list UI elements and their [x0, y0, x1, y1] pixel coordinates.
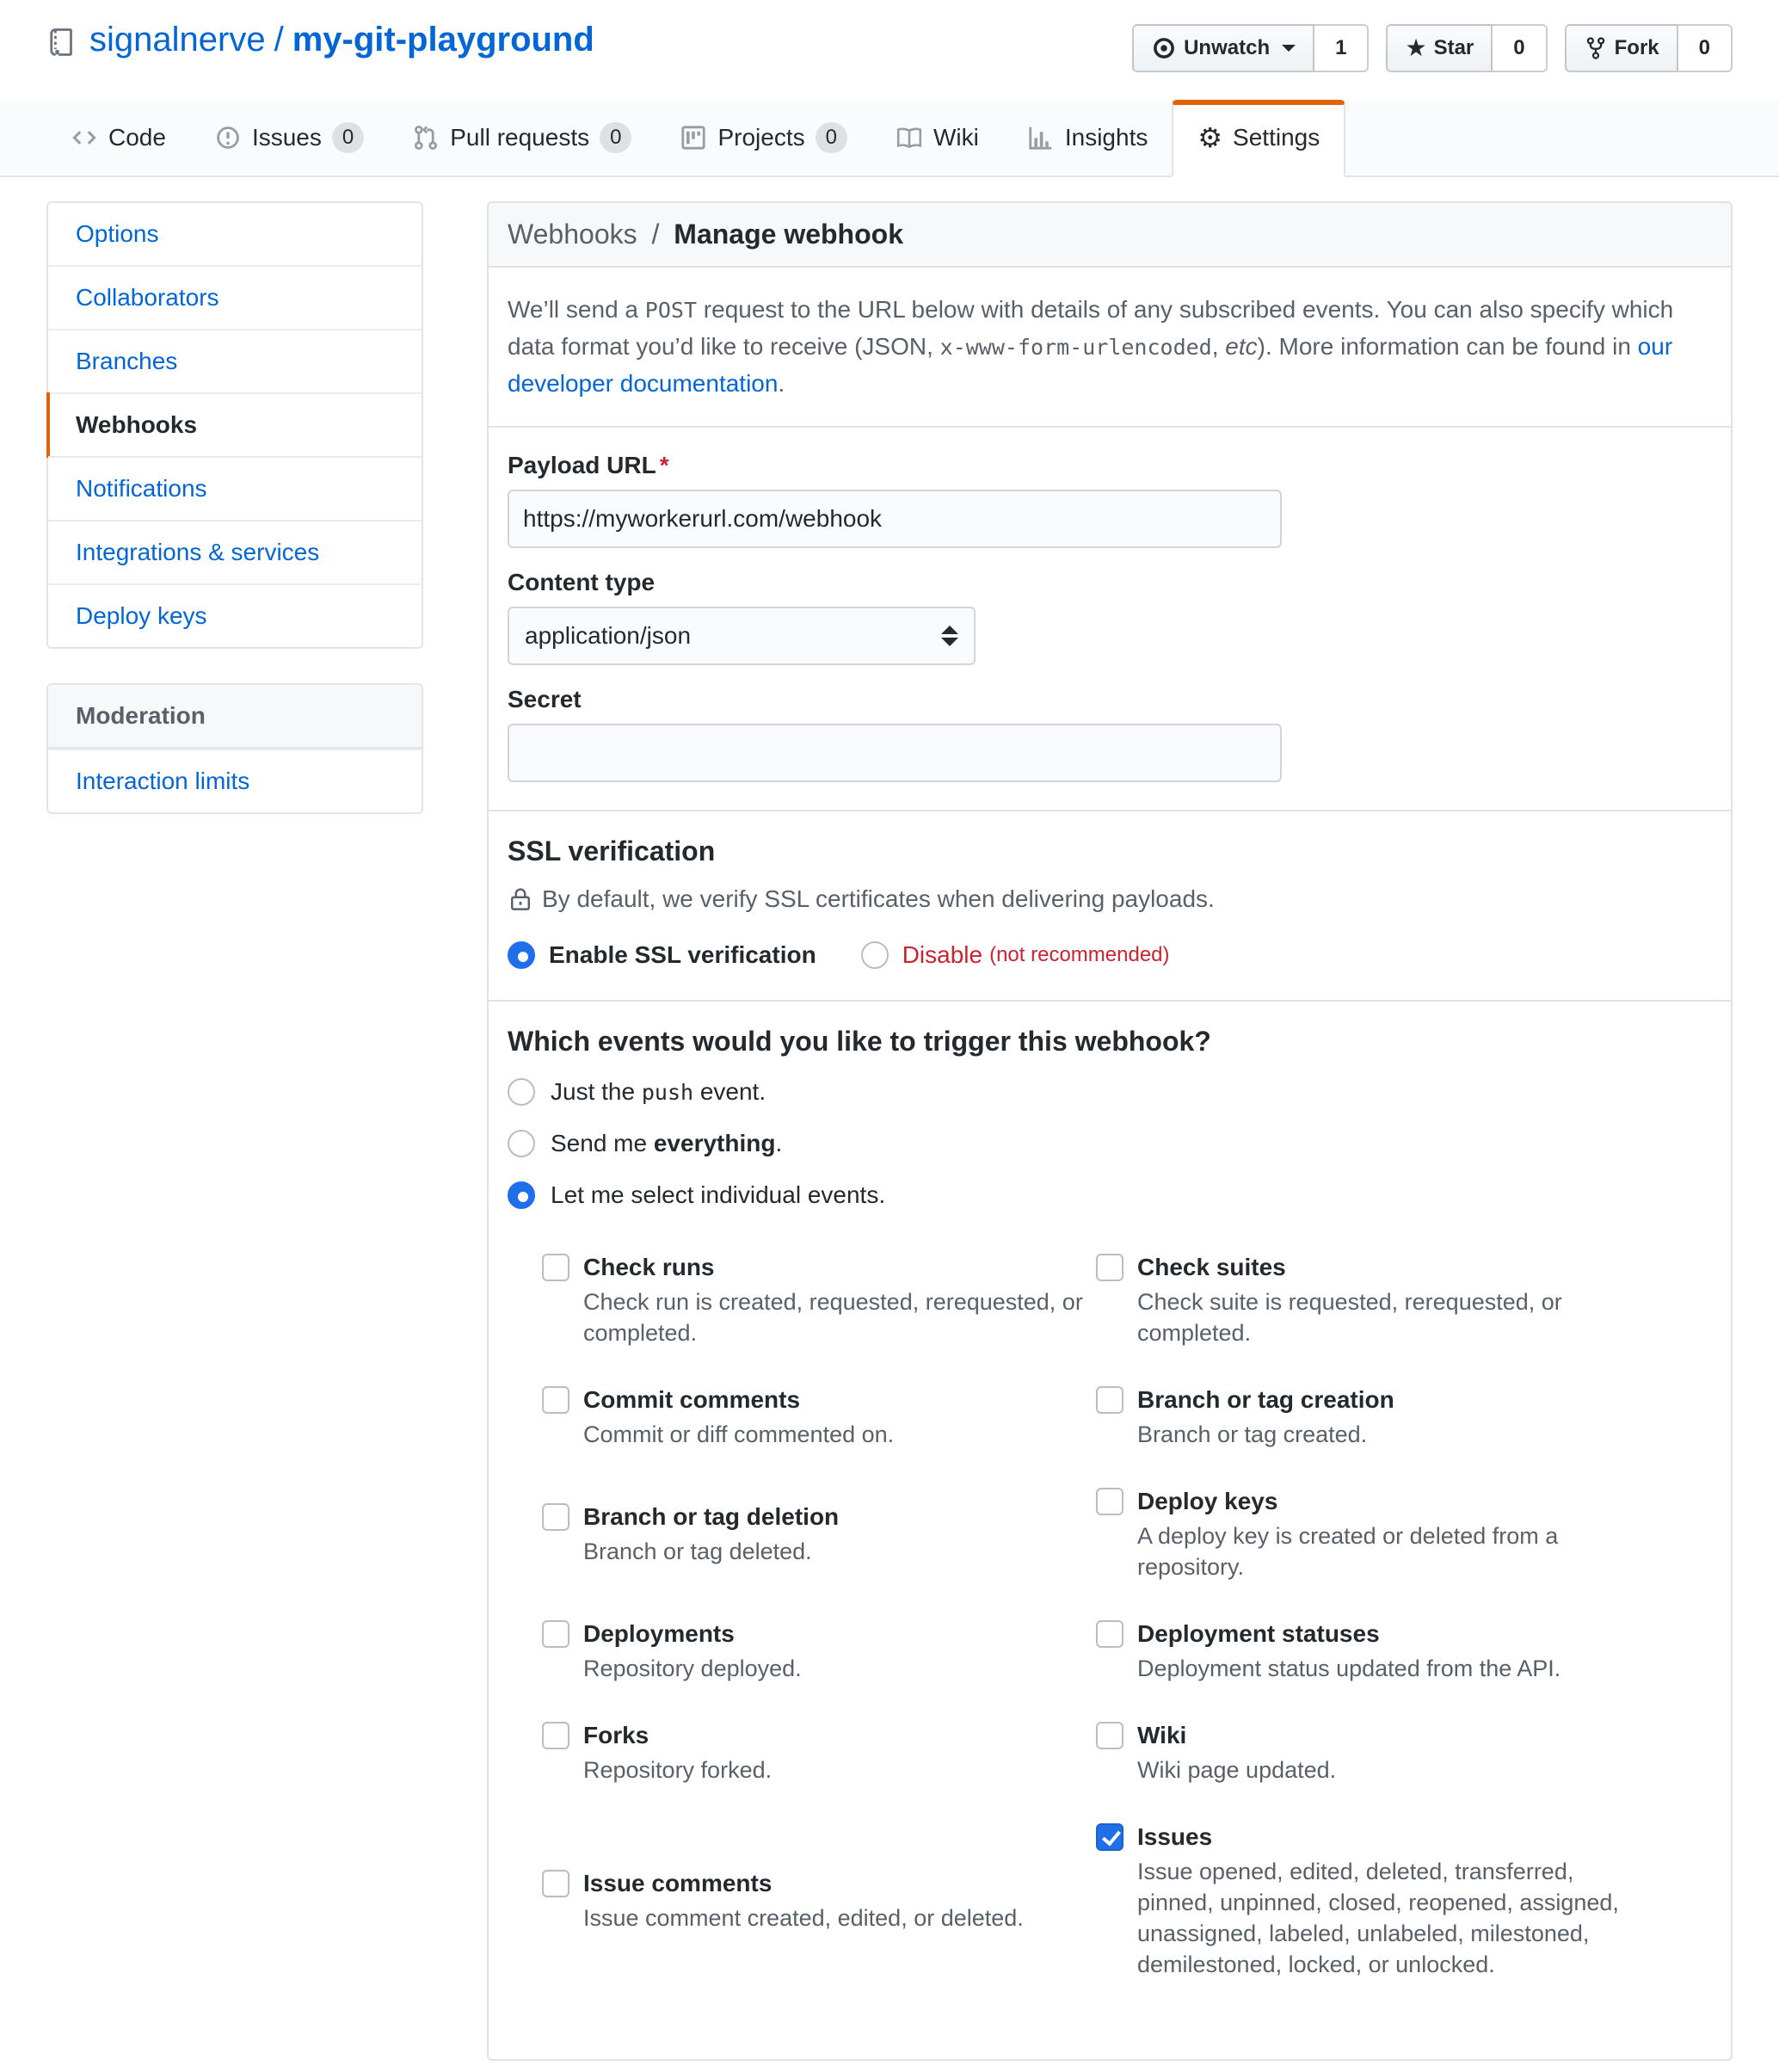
- star-label: Star: [1433, 36, 1474, 59]
- event-label[interactable]: Issues: [1137, 1823, 1213, 1850]
- breadcrumb-divider: /: [651, 219, 660, 250]
- webhook-main: [487, 201, 1733, 2061]
- event-row: [542, 1620, 1712, 1684]
- individual-events-radio[interactable]: [508, 1181, 535, 1209]
- gear-icon: ⚙: [1197, 121, 1223, 154]
- ssl-heading: SSL verification: [508, 836, 716, 866]
- repo-nav: [0, 100, 1779, 177]
- tab-label: Insights: [1064, 124, 1148, 151]
- event-description: Commit or diff commented on.: [583, 1421, 895, 1447]
- event-checkbox[interactable]: [542, 1254, 569, 1281]
- sidebar-item-options[interactable]: Options: [76, 220, 159, 247]
- tab-insights[interactable]: [1003, 100, 1173, 176]
- event-label[interactable]: Branch or tag creation: [1137, 1386, 1394, 1413]
- fork-button[interactable]: [1565, 24, 1678, 72]
- sidebar-item-branches[interactable]: Branches: [48, 329, 422, 392]
- repo-actions: [1115, 24, 1733, 72]
- event-option-everything: Send me everything.: [508, 1130, 1712, 1157]
- payload-url-label: Payload URL *: [508, 452, 669, 478]
- tab-issues[interactable]: [190, 100, 388, 176]
- event-row: [542, 1823, 1712, 1980]
- moderation-menu: [46, 683, 423, 814]
- tab-settings[interactable]: [1172, 100, 1345, 177]
- tab-pull-requests[interactable]: [388, 100, 656, 176]
- ssl-disable-note: (not recommended): [989, 943, 1170, 966]
- star-icon: ★: [1405, 34, 1427, 62]
- event-row: [542, 1722, 1712, 1785]
- event-description: Issue comment created, edited, or deleted.: [583, 1905, 1024, 1931]
- description-text: .: [778, 370, 785, 397]
- watch-control: [1132, 24, 1369, 72]
- event-item: [1096, 1386, 1712, 1450]
- forks-count[interactable]: 0: [1678, 24, 1733, 72]
- sidebar-item-notifications[interactable]: Notifications: [48, 456, 422, 520]
- unwatch-label: Unwatch: [1184, 36, 1271, 59]
- repo-header: [0, 0, 1779, 72]
- breadcrumb-webhooks-link[interactable]: Webhooks: [508, 219, 637, 250]
- description-text: ). More information can be found in: [1257, 333, 1638, 360]
- everything-radio[interactable]: [508, 1130, 535, 1157]
- events-section: [489, 1002, 1731, 2059]
- event-item: [542, 1254, 1096, 1348]
- caret-down-icon: [1282, 45, 1296, 52]
- eye-icon: [1151, 35, 1177, 61]
- etc-italic: etc: [1225, 333, 1258, 360]
- event-checkbox[interactable]: [1096, 1722, 1123, 1749]
- event-description: Issue opened, edited, deleted, transferred, pinned, unpinned, closed, reopened, assigned, unassigned, labeled, unlabeled, milestoned, demilestoned, locked, or unlocked.: [1137, 1859, 1619, 1977]
- events-heading: Which events would you like to trigger this webhook?: [508, 1026, 1211, 1057]
- book-icon: [896, 124, 923, 151]
- event-row: [542, 1254, 1712, 1348]
- content-type-label: Content type: [508, 569, 656, 595]
- ssl-disable-label[interactable]: Disable: [902, 941, 983, 968]
- tab-label: Pull requests: [450, 124, 590, 151]
- sidebar-item-integrations[interactable]: Integrations & services: [48, 520, 422, 583]
- graph-icon: [1027, 124, 1055, 151]
- repo-book-icon: [46, 28, 76, 57]
- repo-name-link[interactable]: my-git-playground: [292, 21, 594, 59]
- event-item: [1096, 1823, 1712, 1980]
- event-description: A deploy key is created or deleted from a repository.: [1137, 1523, 1559, 1580]
- breadcrumb: [489, 203, 1731, 268]
- ssl-enable-radio[interactable]: [508, 941, 535, 969]
- event-item: [542, 1620, 1096, 1684]
- webhook-form-section: [489, 428, 1731, 811]
- event-label[interactable]: Forks: [583, 1722, 649, 1748]
- sidebar-item-webhooks[interactable]: Webhooks: [48, 392, 422, 456]
- event-grid: [508, 1254, 1712, 2007]
- event-description: Deployment status updated from the API.: [1137, 1656, 1561, 1681]
- tab-projects[interactable]: [656, 100, 871, 176]
- event-item: [1096, 1722, 1712, 1785]
- event-checkbox[interactable]: [542, 1620, 569, 1648]
- pull-requests-counter: 0: [600, 122, 631, 153]
- repo-title: [46, 21, 594, 59]
- event-item: [542, 1503, 1096, 1567]
- event-label[interactable]: Check runs: [583, 1254, 715, 1280]
- issue-opened-icon: [214, 124, 242, 151]
- secret-label: Secret: [508, 686, 582, 712]
- tab-label: Projects: [717, 124, 805, 151]
- settings-sidebar: [46, 201, 423, 814]
- event-checkbox[interactable]: [542, 1503, 569, 1531]
- tab-label: Wiki: [933, 124, 979, 151]
- event-description: Repository deployed.: [583, 1656, 802, 1681]
- push-event-radio[interactable]: [508, 1078, 535, 1106]
- tab-wiki[interactable]: [871, 100, 1003, 176]
- event-label[interactable]: Branch or tag deletion: [583, 1503, 840, 1530]
- lock-icon: [508, 885, 533, 913]
- event-label[interactable]: Issue comments: [583, 1870, 773, 1896]
- moderation-header: Moderation: [48, 685, 422, 749]
- event-checkbox[interactable]: [1096, 1620, 1123, 1648]
- description-text: ,: [1211, 333, 1226, 360]
- webhook-description: [489, 268, 1731, 428]
- description-text: We’ll send a: [508, 296, 645, 323]
- content-type-value: application/json: [525, 622, 692, 649]
- event-description: Branch or tag deleted.: [583, 1539, 812, 1564]
- code-icon: [71, 124, 98, 151]
- settings-menu: [46, 201, 423, 649]
- required-asterisk: *: [659, 452, 669, 478]
- ssl-section: [489, 811, 1731, 1002]
- event-checkbox[interactable]: [542, 1870, 569, 1897]
- event-label[interactable]: Deployments: [583, 1620, 735, 1647]
- event-item: [542, 1386, 1096, 1450]
- event-checkbox[interactable]: [542, 1722, 569, 1749]
- event-label[interactable]: Wiki: [1137, 1722, 1187, 1748]
- developer-documentation-link[interactable]: our developer documentation: [508, 333, 1673, 397]
- stars-count[interactable]: 0: [1493, 24, 1547, 72]
- tab-label: Settings: [1233, 124, 1320, 151]
- secret-input[interactable]: [508, 724, 1282, 782]
- star-button[interactable]: [1386, 24, 1493, 72]
- select-stepper-icon: [941, 626, 958, 646]
- event-checkbox[interactable]: [1096, 1254, 1123, 1281]
- tab-label: Issues: [251, 124, 322, 151]
- watchers-count[interactable]: 1: [1314, 24, 1369, 72]
- sidebar-item-deploy-keys[interactable]: Deploy keys: [48, 583, 422, 647]
- event-option-individual: Let me select individual events.: [508, 1181, 1712, 1209]
- fork-label: Fork: [1614, 36, 1659, 59]
- repo-title-separator: /: [274, 21, 284, 59]
- event-label[interactable]: Check suites: [1137, 1254, 1286, 1280]
- git-pull-request-icon: [412, 124, 440, 151]
- event-checkbox[interactable]: [1096, 1386, 1123, 1414]
- event-checkbox[interactable]: [1096, 1488, 1123, 1515]
- event-item: [1096, 1620, 1712, 1684]
- event-row: [542, 1488, 1712, 1582]
- event-checkbox[interactable]: [542, 1386, 569, 1414]
- event-description: Wiki page updated.: [1137, 1757, 1337, 1783]
- urlencoded-code: x-www-form-urlencoded: [939, 335, 1212, 360]
- event-item: [542, 1870, 1096, 1933]
- webhook-panel: [487, 201, 1733, 2061]
- fork-control: [1565, 24, 1733, 72]
- tab-label: Code: [108, 124, 166, 151]
- event-item: [1096, 1254, 1712, 1348]
- event-description: Check suite is requested, rerequested, or completed.: [1137, 1289, 1562, 1346]
- payload-url-input[interactable]: [508, 490, 1282, 548]
- event-item: [1096, 1488, 1712, 1582]
- star-control: [1386, 24, 1547, 72]
- event-description: Check run is created, requested, rerequested, or completed.: [583, 1289, 1083, 1346]
- event-row: [542, 1386, 1712, 1450]
- ssl-enable-label[interactable]: Enable SSL verification: [549, 941, 816, 968]
- page-title: Manage webhook: [674, 219, 903, 250]
- event-description: Repository forked.: [583, 1757, 773, 1783]
- unwatch-button[interactable]: [1132, 24, 1314, 72]
- sidebar-item-collaborators[interactable]: Collaborators: [48, 265, 422, 329]
- issues-counter: 0: [332, 122, 364, 153]
- fork-icon: [1584, 35, 1608, 61]
- repo-owner-link[interactable]: signalnerve: [89, 21, 266, 59]
- ssl-note: By default, we verify SSL certificates when delivering payloads.: [542, 885, 1215, 912]
- project-icon: [680, 124, 707, 151]
- event-option-push: Just the push event.: [508, 1078, 1712, 1106]
- event-description: Branch or tag created.: [1137, 1421, 1368, 1447]
- sidebar-item-interaction-limits[interactable]: Interaction limits: [48, 749, 422, 812]
- tab-code[interactable]: [46, 100, 190, 176]
- event-label[interactable]: Deploy keys: [1137, 1488, 1278, 1514]
- projects-counter: 0: [816, 122, 847, 153]
- event-label[interactable]: Commit comments: [583, 1386, 801, 1413]
- description-text: request to the URL below with details of any subscribed events. You can also specify which data format you’d like to receive (JSON,: [508, 296, 1674, 360]
- ssl-disable-radio[interactable]: [861, 941, 889, 969]
- event-item: [542, 1722, 1096, 1785]
- event-label[interactable]: Deployment statuses: [1137, 1620, 1380, 1647]
- event-checkbox[interactable]: [1096, 1823, 1123, 1851]
- content-type-select[interactable]: [508, 607, 976, 665]
- post-code: POST: [644, 298, 698, 323]
